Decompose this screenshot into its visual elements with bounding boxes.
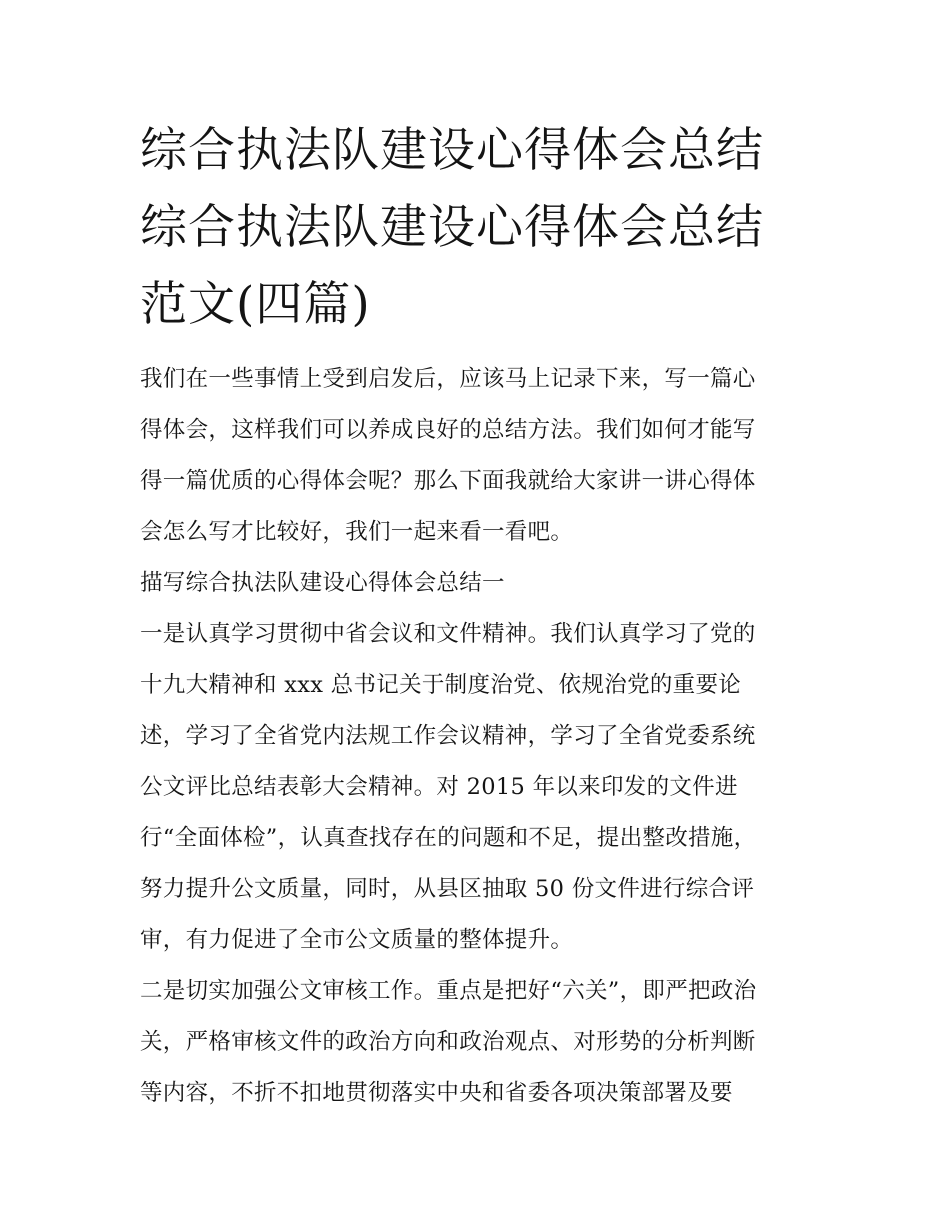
body-line: 等内容，不折不扣地贯彻落实中央和省委各项决策部署及要 [140,1080,733,1106]
title-line: 范文(四篇) [140,277,371,332]
body-line: 行“全面体检”，认真查找存在的问题和不足，提出整改措施， [140,825,757,851]
section-heading: 描写综合执法队建设心得体会总结一 [140,570,505,596]
title-line: 综合执法队建设心得体会总结 [140,123,764,178]
body-line: 我们在一些事情上受到启发后，应该马上记录下来，写一篇心 [140,366,756,392]
document-body [140,354,830,1119]
document-title [140,112,830,343]
body-line: 审，有力促进了全市公文质量的整体提升。 [140,927,574,953]
body-line: 述，学习了全省党内法规工作会议精神，学习了全省党委系统 [140,723,756,749]
body-line: 二是切实加强公文审核工作。重点是把好“六关”，即严把政治 [140,978,757,1004]
body-line: 得体会，这样我们可以养成良好的总结方法。我们如何才能写 [140,417,756,443]
body-line: 十九大精神和 xxx 总书记关于制度治党、依规治党的重要论 [140,672,742,698]
body-line: 一是认真学习贯彻中省会议和文件精神。我们认真学习了党的 [140,621,756,647]
body-line: 关，严格审核文件的政治方向和政治观点、对形势的分析判断 [140,1029,756,1055]
body-line: 公文评比总结表彰大会精神。对 2015 年以来印发的文件进 [140,774,738,800]
body-line: 努力提升公文质量，同时，从县区抽取 50 份文件进行综合评 [140,876,755,902]
title-line: 综合执法队建设心得体会总结 [140,200,764,255]
body-line: 得一篇优质的心得体会呢？那么下面我就给大家讲一讲心得体 [140,468,756,494]
body-line: 会怎么写才比较好，我们一起来看一看吧。 [140,519,574,545]
